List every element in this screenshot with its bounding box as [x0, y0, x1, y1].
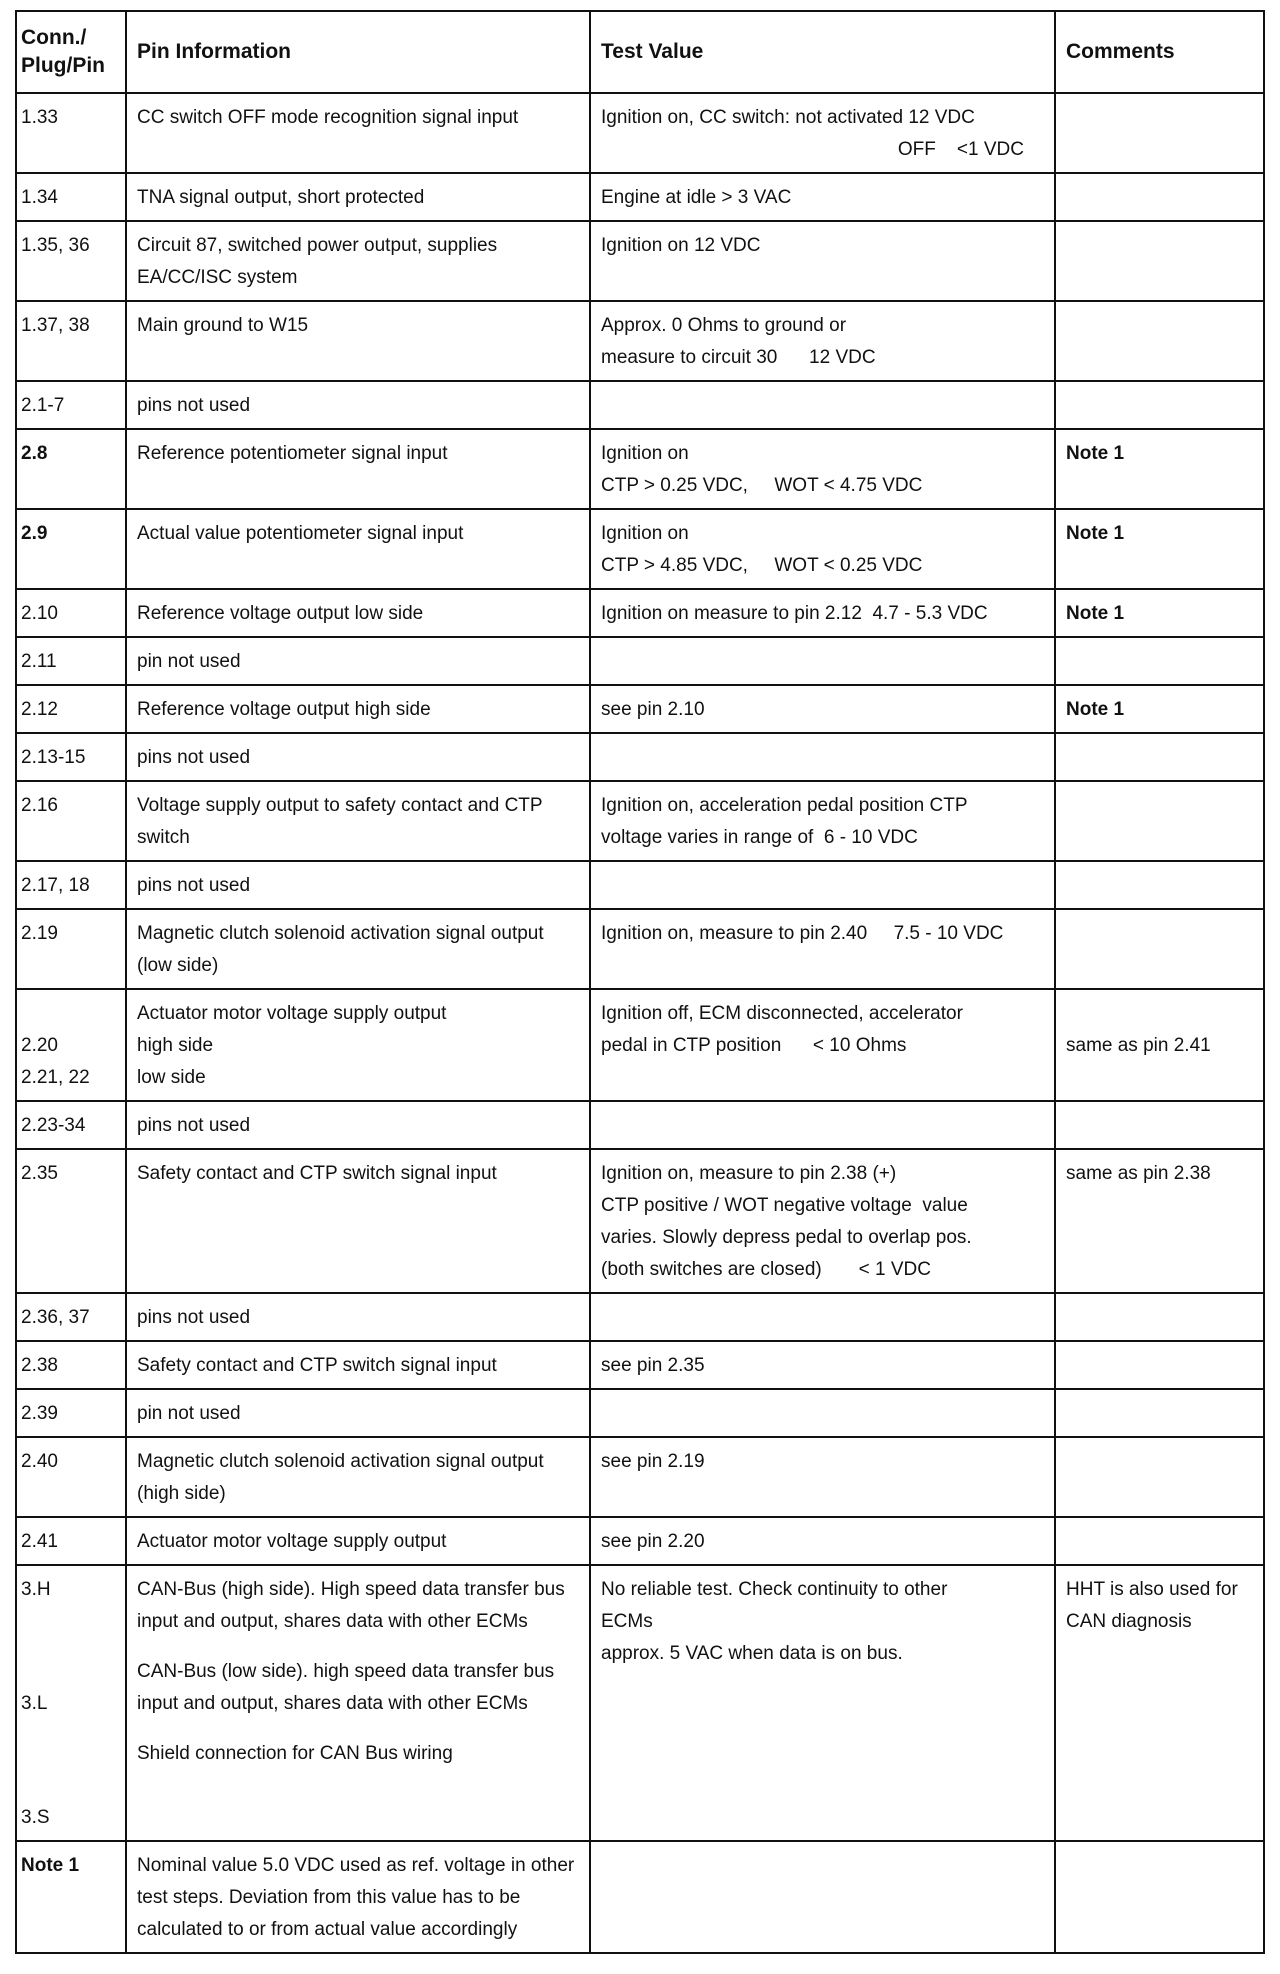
table-row	[16, 637, 1264, 685]
pin-information-document	[15, 10, 1263, 1954]
test-cell	[590, 1565, 1055, 1841]
test-line: Ignition on, CC switch: not activated 12 VDC	[601, 107, 975, 128]
test-line: Ignition on	[601, 443, 689, 464]
info-cell: Actuator motor voltage supply output	[126, 1517, 590, 1565]
info-cell: CC switch OFF mode recognition signal input	[126, 93, 590, 173]
test-line: CTP > 4.85 VDC, WOT < 0.25 VDC	[601, 555, 923, 576]
comment-cell	[1055, 637, 1264, 685]
test-line: see pin 2.19	[601, 1451, 705, 1472]
pin-cell: 2.16	[16, 781, 126, 861]
comment-cell	[1055, 1517, 1264, 1565]
info-cell: Reference voltage output low side	[126, 589, 590, 637]
table-row	[16, 685, 1264, 733]
info-cell: TNA signal output, short protected	[126, 173, 590, 221]
info-cell: Nominal value 5.0 VDC used as ref. voltage in other test steps. Deviation from this value has to be calculated to or from actual value accordingly	[126, 1841, 590, 1953]
test-cell	[590, 637, 1055, 685]
pin-cell: 2.38	[16, 1341, 126, 1389]
spacer	[21, 1720, 115, 1802]
comment-cell	[1055, 1437, 1264, 1517]
header-pin-information: Pin Information	[126, 11, 590, 93]
test-line: Ignition off, ECM disconnected, accelerator	[601, 1003, 963, 1024]
test-line: Ignition on measure to pin 2.12 4.7 - 5.3 VDC	[601, 603, 988, 624]
comment-cell: Note 1	[1055, 589, 1264, 637]
info-cell: pin not used	[126, 1389, 590, 1437]
info-line: Shield connection for CAN Bus wiring	[137, 1743, 453, 1764]
pin-cell: 2.1-7	[16, 381, 126, 429]
test-cell	[590, 1149, 1055, 1293]
spacer	[21, 998, 115, 1030]
test-cell	[590, 1517, 1055, 1565]
test-line: CTP positive / WOT negative voltage value	[601, 1195, 968, 1216]
comment-cell	[1055, 909, 1264, 989]
info-cell	[126, 989, 590, 1101]
pin-label: 2.20	[21, 1035, 58, 1056]
table-row	[16, 381, 1264, 429]
test-line: Ignition on	[601, 523, 689, 544]
test-line: ECMs	[601, 1611, 653, 1632]
table-row	[16, 1101, 1264, 1149]
pin-cell: 2.39	[16, 1389, 126, 1437]
info-cell: Actual value potentiometer signal input	[126, 509, 590, 589]
test-cell	[590, 221, 1055, 301]
pin-cell	[16, 1565, 126, 1841]
comment-cell	[1055, 861, 1264, 909]
test-line: No reliable test. Check continuity to other	[601, 1579, 948, 1600]
comment-cell	[1055, 1841, 1264, 1953]
spacer	[21, 1606, 115, 1688]
table-row	[16, 589, 1264, 637]
pin-cell	[16, 989, 126, 1101]
info-line: low side	[137, 1067, 206, 1088]
test-cell	[590, 93, 1055, 173]
test-line: Ignition on 12 VDC	[601, 235, 761, 256]
comment-cell: HHT is also used for CAN diagnosis	[1055, 1565, 1264, 1841]
pin-cell: 1.33	[16, 93, 126, 173]
test-line: see pin 2.35	[601, 1355, 705, 1376]
test-line: OFF <1 VDC	[897, 139, 1024, 160]
test-cell	[590, 429, 1055, 509]
table-row	[16, 1437, 1264, 1517]
test-line: voltage varies in range of 6 - 10 VDC	[601, 827, 918, 848]
table-row	[16, 781, 1264, 861]
info-line: high side	[137, 1035, 214, 1056]
pin-cell: 2.41	[16, 1517, 126, 1565]
comment-cell: Note 1	[1055, 509, 1264, 589]
comment-cell	[1055, 173, 1264, 221]
header-row	[16, 11, 1264, 93]
info-cell: Magnetic clutch solenoid activation signal output (low side)	[126, 909, 590, 989]
info-cell: pins not used	[126, 381, 590, 429]
table-row	[16, 1565, 1264, 1841]
test-line: Ignition on, measure to pin 2.40 7.5 - 10 VDC	[601, 923, 1004, 944]
info-line: CAN-Bus (high side). High speed data transfer bus input and output, shares data with other ECMs	[137, 1579, 570, 1632]
pin-cell: 2.10	[16, 589, 126, 637]
test-line: approx. 5 VAC when data is on bus.	[601, 1643, 903, 1664]
table-row	[16, 1517, 1264, 1565]
test-cell	[590, 1841, 1055, 1953]
test-cell	[590, 1389, 1055, 1437]
info-cell: pins not used	[126, 1293, 590, 1341]
table-row	[16, 1389, 1264, 1437]
pin-table	[15, 10, 1265, 1954]
test-line: (both switches are closed) < 1 VDC	[601, 1259, 931, 1280]
info-cell: Voltage supply output to safety contact and CTP switch	[126, 781, 590, 861]
spacer	[137, 1720, 579, 1738]
test-line: measure to circuit 30 12 VDC	[601, 347, 876, 368]
table-row	[16, 1149, 1264, 1293]
table-row	[16, 509, 1264, 589]
test-line: varies. Slowly depress pedal to overlap pos.	[601, 1227, 972, 1248]
comment-line: same as pin 2.41	[1066, 1035, 1211, 1056]
table-row	[16, 861, 1264, 909]
pin-label: 3.S	[21, 1807, 50, 1828]
test-cell	[590, 733, 1055, 781]
pin-cell: 2.9	[16, 509, 126, 589]
comment-cell	[1055, 1341, 1264, 1389]
pin-cell: 1.35, 36	[16, 221, 126, 301]
table-row	[16, 909, 1264, 989]
comment-cell	[1055, 381, 1264, 429]
pin-cell: 2.17, 18	[16, 861, 126, 909]
info-cell: pin not used	[126, 637, 590, 685]
test-line: see pin 2.10	[601, 699, 705, 720]
pin-label: 2.21, 22	[21, 1067, 90, 1088]
spacer	[1066, 998, 1253, 1030]
pin-cell: 2.12	[16, 685, 126, 733]
info-cell: pins not used	[126, 733, 590, 781]
info-cell	[126, 1565, 590, 1841]
test-cell	[590, 1293, 1055, 1341]
pin-cell: 2.13-15	[16, 733, 126, 781]
pin-cell: Note 1	[16, 1841, 126, 1953]
table-row	[16, 429, 1264, 509]
header-test-value: Test Value	[590, 11, 1055, 93]
pin-label: 3.H	[21, 1579, 51, 1600]
test-cell	[590, 1437, 1055, 1517]
info-cell: Main ground to W15	[126, 301, 590, 381]
test-cell	[590, 381, 1055, 429]
test-line: Engine at idle > 3 VAC	[601, 187, 792, 208]
pin-cell: 1.37, 38	[16, 301, 126, 381]
comment-cell: same as pin 2.38	[1055, 1149, 1264, 1293]
comment-cell: Note 1	[1055, 685, 1264, 733]
info-cell: pins not used	[126, 1101, 590, 1149]
table-row	[16, 1841, 1264, 1953]
info-cell: pins not used	[126, 861, 590, 909]
info-cell: Circuit 87, switched power output, supplies EA/CC/ISC system	[126, 221, 590, 301]
test-cell	[590, 1341, 1055, 1389]
pin-cell: 2.8	[16, 429, 126, 509]
test-cell	[590, 301, 1055, 381]
comment-cell	[1055, 1293, 1264, 1341]
comment-cell	[1055, 989, 1264, 1101]
info-cell: Reference potentiometer signal input	[126, 429, 590, 509]
header-conn: Conn./ Plug/Pin	[16, 11, 126, 93]
test-line: see pin 2.20	[601, 1531, 705, 1552]
test-line: Approx. 0 Ohms to ground or	[601, 315, 847, 336]
table-row	[16, 173, 1264, 221]
table-row	[16, 221, 1264, 301]
test-line: pedal in CTP position < 10 Ohms	[601, 1035, 907, 1056]
table-row	[16, 989, 1264, 1101]
table-row	[16, 1293, 1264, 1341]
comment-cell: Note 1	[1055, 429, 1264, 509]
test-cell	[590, 589, 1055, 637]
comment-cell	[1055, 1389, 1264, 1437]
info-cell: Safety contact and CTP switch signal input	[126, 1341, 590, 1389]
comment-cell	[1055, 221, 1264, 301]
test-line: Ignition on, measure to pin 2.38 (+)	[601, 1163, 897, 1184]
pin-cell: 2.40	[16, 1437, 126, 1517]
table-row	[16, 1341, 1264, 1389]
table-row	[16, 301, 1264, 381]
info-cell: Reference voltage output high side	[126, 685, 590, 733]
info-cell: Magnetic clutch solenoid activation signal output (high side)	[126, 1437, 590, 1517]
test-cell	[590, 909, 1055, 989]
pin-cell: 2.19	[16, 909, 126, 989]
info-line: Actuator motor voltage supply output	[137, 1003, 447, 1024]
pin-cell: 2.35	[16, 1149, 126, 1293]
test-cell	[590, 685, 1055, 733]
spacer	[137, 1638, 579, 1656]
test-line: CTP > 0.25 VDC, WOT < 4.75 VDC	[601, 475, 923, 496]
pin-label: 3.L	[21, 1693, 48, 1714]
comment-cell	[1055, 1101, 1264, 1149]
info-line: CAN-Bus (low side). high speed data transfer bus input and output, shares data with other ECMs	[137, 1661, 560, 1714]
table-row	[16, 733, 1264, 781]
test-cell	[590, 509, 1055, 589]
comment-cell	[1055, 733, 1264, 781]
header-comments: Comments	[1055, 11, 1264, 93]
test-cell	[590, 781, 1055, 861]
comment-cell	[1055, 781, 1264, 861]
test-line: Ignition on, acceleration pedal position CTP	[601, 795, 968, 816]
comment-cell	[1055, 301, 1264, 381]
pin-cell: 2.11	[16, 637, 126, 685]
pin-cell: 2.36, 37	[16, 1293, 126, 1341]
pin-cell: 1.34	[16, 173, 126, 221]
table-row	[16, 93, 1264, 173]
pin-cell: 2.23-34	[16, 1101, 126, 1149]
test-cell	[590, 173, 1055, 221]
test-cell	[590, 1101, 1055, 1149]
comment-cell	[1055, 93, 1264, 173]
info-cell: Safety contact and CTP switch signal input	[126, 1149, 590, 1293]
test-cell	[590, 861, 1055, 909]
test-cell	[590, 989, 1055, 1101]
